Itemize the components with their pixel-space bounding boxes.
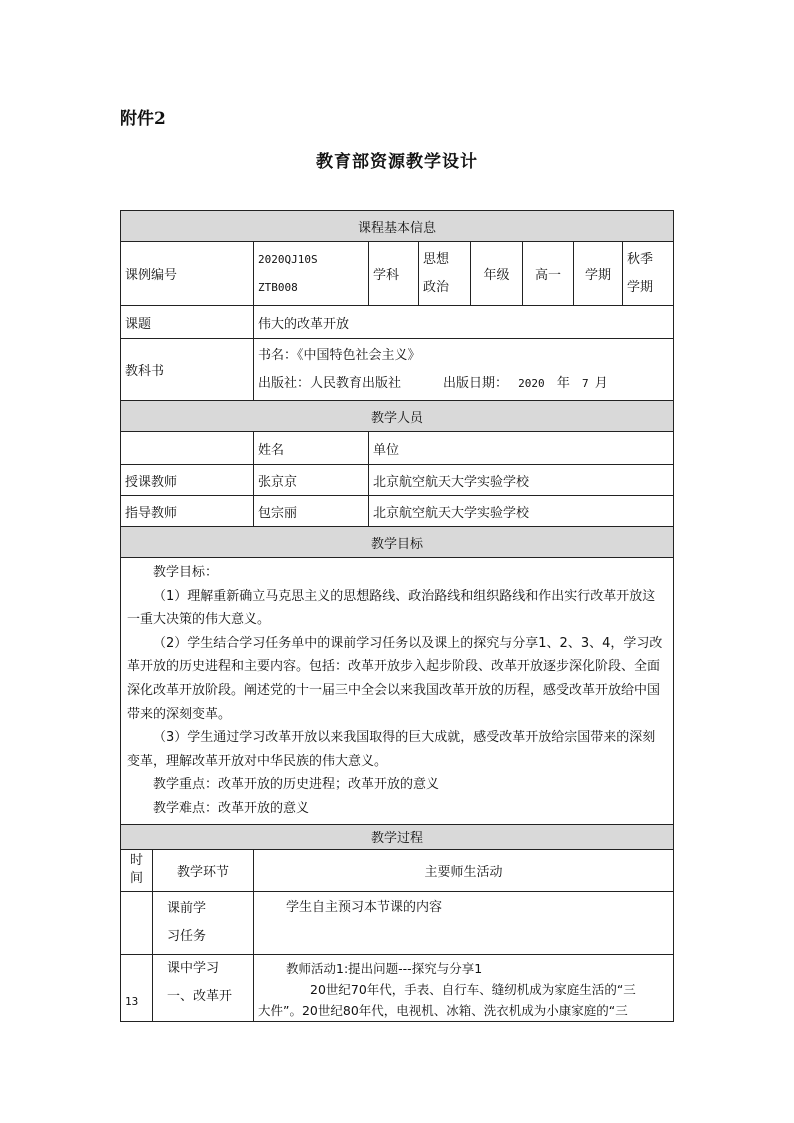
process-activity: 学生自主预习本节课的内容 [254,891,674,954]
grade-value: 高一 [523,242,574,306]
topic-label: 课题 [121,306,254,339]
term-value: 秋季 学期 [623,242,674,306]
staff-row [121,496,674,527]
staff-role: 指导教师 [121,496,254,527]
activity-header: 主要师生活动 [254,849,674,891]
case-no-label: 课例编号 [121,242,254,306]
process-header-row [121,849,674,891]
staff-name: 张京京 [254,465,369,496]
term-label: 学期 [574,242,623,306]
section-header: 教学过程 [121,824,674,849]
unit-header: 单位 [369,432,674,465]
grade-label: 年级 [471,242,523,306]
staff-name: 包宗丽 [254,496,369,527]
difficulties: 教学难点：改革开放的意义 [153,800,310,816]
topic-value: 伟大的改革开放 [254,306,674,339]
case-no-value: 2020QJ10S ZTB008 [254,242,369,306]
goals-row [121,558,674,825]
subject-label: 学科 [369,242,419,306]
name-header: 姓名 [254,432,369,465]
time-header: 时 间 [121,849,153,891]
goal-item: （1）理解重新确立马克思主义的思想路线、政治路线和组织路线和作出实行改革开放这一重大决策的伟大意义。 [127,588,656,628]
section-process [121,824,674,849]
process-time [121,891,153,954]
section-header: 教学人员 [121,401,674,432]
goals-content [121,558,674,825]
publisher-line: 出版社：人民教育出版社 出版日期： 2020 年 7 月 [258,375,608,391]
stage-header: 教学环节 [153,849,254,891]
process-stage: 课前学 习任务 [153,891,254,954]
lesson-design-table [120,210,674,1022]
basic-info-row [121,242,674,306]
staff-header-row [121,432,674,465]
annex-label: 附件2 [120,109,166,129]
section-header: 课程基本信息 [121,211,674,242]
goal-item: （3）学生通过学习改革开放以来我国取得的巨大成就，感受改革开放给宗国带来的深刻变革，理解改革开放对中华民族的伟大意义。 [127,730,656,769]
topic-row [121,306,674,339]
staff-role-header [121,432,254,465]
key-points: 教学重点：改革开放的历史进程；改革开放的意义 [153,777,440,793]
book-name: 书名：《中国特色社会主义》 [258,347,421,363]
document-title: 教育部资源教学设计 [316,152,478,172]
section-staff [121,401,674,432]
staff-row [121,465,674,496]
staff-unit: 北京航空航天大学实验学校 [369,465,674,496]
section-basic-info [121,211,674,242]
goal-item: （2）学生结合学习任务单中的课前学习任务以及课上的探究与分享1、2、3、4，学习改革开放的历史进程和主要内容。包括：改革开放步入起步阶段、改革开放逐步深化阶段、全面深化改革开放阶段。阐述党的十一届三中全会以来我国改革开放的历程，感受改革开放给中国带来的深刻变革。 [127,635,663,722]
goals-heading: 教学目标： [153,565,219,580]
process-stage: 课中学习 一、改革开 [153,954,254,1021]
process-row [121,954,674,1021]
process-row [121,891,674,954]
staff-unit: 北京航空航天大学实验学校 [369,496,674,527]
section-header: 教学目标 [121,527,674,558]
staff-role: 授课教师 [121,465,254,496]
textbook-label: 教科书 [121,339,254,401]
section-goals [121,527,674,558]
textbook-value [254,339,674,401]
subject-value: 思想 政治 [419,242,471,306]
process-time: 13 [121,954,153,1021]
process-activity: 教师活动1:提出问题---探究与分享1 20世纪70年代，手表、自行车、缝纫机成为家庭生活的“三 大件”。20世纪80年代，电视机、冰箱、洗衣机成为小康家庭的“三 [254,954,674,1021]
textbook-row [121,339,674,401]
